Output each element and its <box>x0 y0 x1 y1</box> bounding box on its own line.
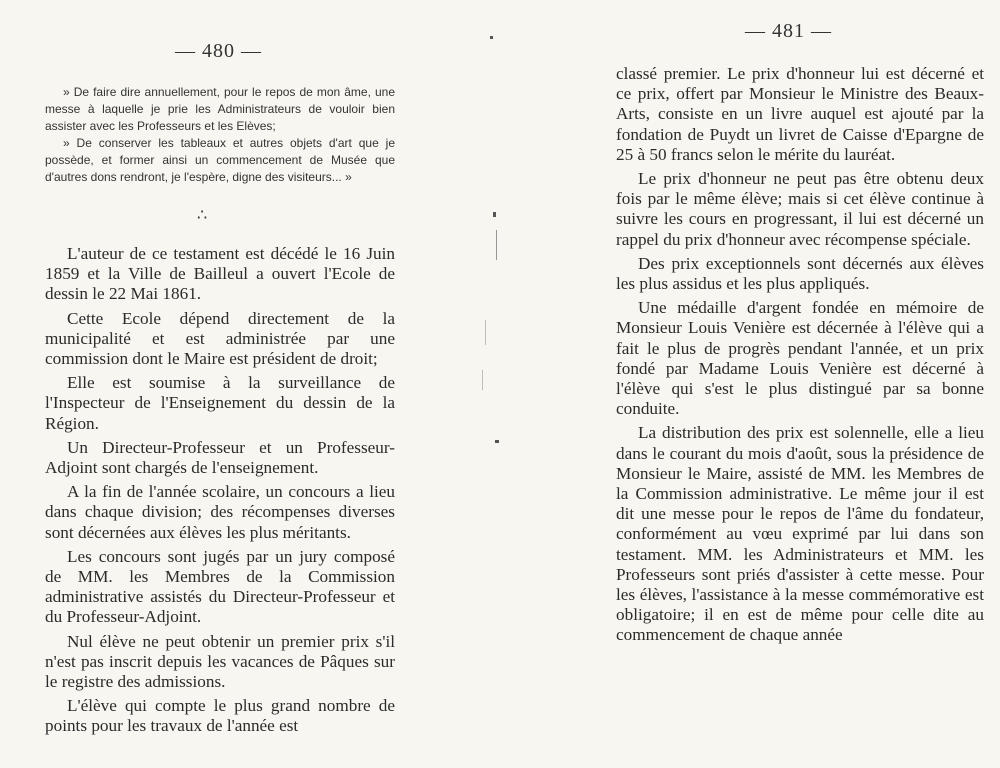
left-page <box>0 0 470 768</box>
gutter-speck <box>495 440 499 443</box>
testament-quote <box>45 84 395 186</box>
section-ornament: ∴ <box>197 207 208 224</box>
body-paragraph: Elle est soumise à la surveillance de l'Inspecteur de l'Enseignement du dessin de la Région. <box>45 373 395 433</box>
book-gutter <box>440 0 530 768</box>
quote-paragraph: » De conserver les tableaux et autres objets d'art que je possède, et former ainsi un commencement de Musée que d'autres dons rendront, je l'espère, digne des visiteurs... » <box>45 136 395 184</box>
body-paragraph: Les concours sont jugés par un jury composé de MM. les Membres de la Commission administrative assistés du Directeur-Professeur et du Professeur-Adjoint. <box>45 546 395 627</box>
quote-paragraph: » De faire dire annuellement, pour le repos de mon âme, une messe à laquelle je prie les Administrateurs de vouloir bien assister avec les Professeurs et les Elèves; <box>45 85 395 133</box>
body-paragraph: A la fin de l'année scolaire, un concours a lieu dans chaque division; des récompenses diverses sont décernées aux élèves les plus méritants. <box>45 482 395 542</box>
gutter-line <box>485 320 486 345</box>
right-body-text <box>616 64 984 650</box>
page-number-right: — 481 — <box>745 20 832 42</box>
body-paragraph: Des prix exceptionnels sont décernés aux élèves les plus assidus et les plus appliqués. <box>616 253 984 294</box>
gutter-line <box>496 230 497 260</box>
body-paragraph: Nul élève ne peut obtenir un premier prix s'il n'est pas inscrit depuis les vacances de Pâques sur le registre des admissions. <box>45 631 395 692</box>
body-paragraph: Cette Ecole dépend directement de la municipalité et est administrée par une commission dont le Maire est président de droit; <box>45 308 395 369</box>
body-paragraph: Le prix d'honneur ne peut pas être obtenu deux fois par le même élève; mais si cet élève continue à suivre les cours en progressant, il lui est décerné un rappel du prix d'honneur avec récompense spéciale. <box>616 169 984 249</box>
gutter-speck <box>490 36 493 39</box>
right-page <box>520 0 1000 768</box>
body-paragraph: Un Directeur-Professeur et un Professeur-Adjoint sont chargés de l'enseignement. <box>45 437 395 478</box>
gutter-line <box>482 370 483 390</box>
body-paragraph: L'auteur de ce testament est décédé le 16 Juin 1859 et la Ville de Bailleul a ouvert l'Ecole de dessin le 22 Mai 1861. <box>45 244 395 304</box>
gutter-speck <box>493 212 496 217</box>
body-paragraph: La distribution des prix est solennelle, elle a lieu dans le courant du mois d'août, sous la présidence de Monsieur le Maire, assisté de MM. les Membres de la Commission administrative. Le même jour il est dit une messe pour le repos de l'âme du fondateur, conformément au vœu exprimé par lui dans son testament. MM. les Administrateurs et MM. les Professeurs sont priés d'assister à cette messe. Pour les élèves, l'assistance à la messe commémorative est obligatoire; il en est de même pour celle dite au commencement de chaque année <box>616 423 984 645</box>
body-paragraph: L'élève qui compte le plus grand nombre de points pour les travaux de l'année est <box>45 696 395 736</box>
page-number-left: — 480 — <box>175 40 262 62</box>
body-paragraph: Une médaille d'argent fondée en mémoire de Monsieur Louis Venière est décernée à l'élève qui a fait le plus de progrès pendant l'année, et un prix fondé par Madame Louis Venière est décerné à l'élève qui s'est le plus distingué par sa bonne conduite. <box>616 298 984 419</box>
body-paragraph: classé premier. Le prix d'honneur lui est décerné et ce prix, offert par Monsieur le Ministre des Beaux-Arts, consiste en un livre auquel est ajouté par la fondation de Puydt un livret de Caisse d'Epargne de 25 à 50 francs selon le mérite du lauréat. <box>616 64 984 164</box>
left-body-text <box>45 244 395 741</box>
